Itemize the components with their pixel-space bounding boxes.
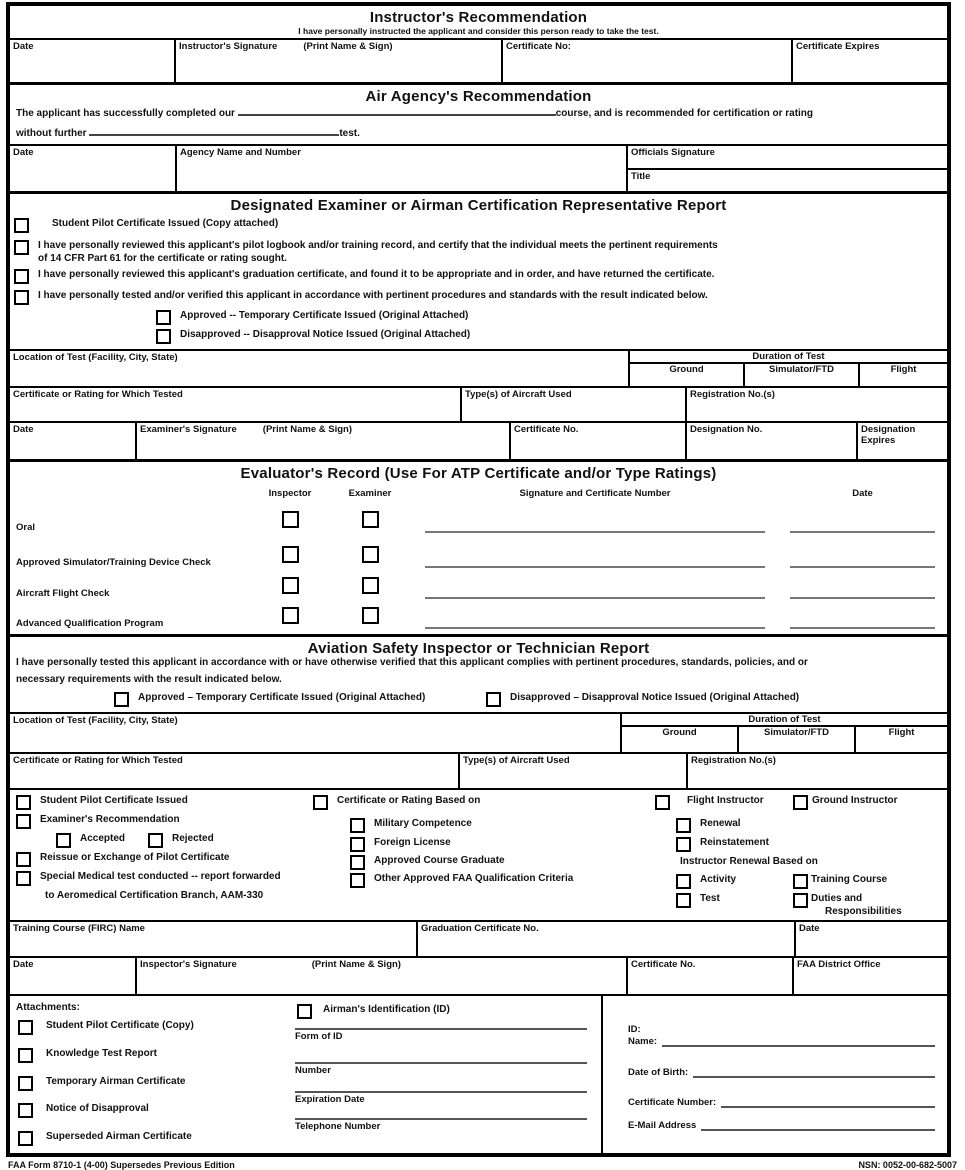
examiner-logbook-reviewed-checkbox[interactable] xyxy=(14,240,29,255)
section-air-agency-recommendation xyxy=(10,85,947,194)
instructor-signature-field[interactable]: Instructor's Signature (Print Name & Sign) xyxy=(174,40,501,82)
aqp-examiner-checkbox[interactable] xyxy=(362,607,379,624)
examiner-designation-no-field[interactable]: Designation No. xyxy=(685,423,856,459)
air-agency-course-fill-in[interactable] xyxy=(238,106,556,116)
attachment-student-pilot-copy-checkbox[interactable] xyxy=(18,1020,33,1035)
examiner-signature-field[interactable]: Examiner's Signature (Print Name & Sign) xyxy=(135,423,509,459)
examiner-cert-rating-tested-field[interactable]: Certificate or Rating for Which Tested xyxy=(13,389,183,400)
inspector-duration-simulator-field[interactable]: Simulator/FTD xyxy=(737,727,854,752)
id-number-field[interactable]: Number xyxy=(295,1062,587,1076)
inspector-cert-rating-tested-field[interactable]: Certificate or Rating for Which Tested xyxy=(13,755,183,766)
duration-of-test-header: Duration of Test xyxy=(622,714,947,727)
examiner-student-pilot-issued-checkbox[interactable] xyxy=(14,218,29,233)
air-agency-section-title: Air Agency's Recommendation xyxy=(365,88,592,105)
inspector-intro-line2: necessary requirements with the result indicated below. xyxy=(16,674,282,685)
inspector-intro-line1: I have personally tested this applicant in accordance with or have otherwise verified that this applicant complies with pertinent procedures, standards, policies, and or xyxy=(16,657,808,668)
oral-examiner-checkbox[interactable] xyxy=(362,511,379,528)
nsn-text: NSN: 0052-00-682-5007 xyxy=(858,1160,957,1170)
print-name-sign-hint: (Print Name & Sign) xyxy=(303,41,393,52)
agency-name-number-field[interactable]: Agency Name and Number xyxy=(175,146,626,191)
inspector-approved-checkbox[interactable] xyxy=(114,692,129,707)
graduation-certificate-no-field[interactable]: Graduation Certificate No. xyxy=(416,922,794,956)
oral-date-line[interactable] xyxy=(790,527,935,533)
other-faa-criteria-checkbox[interactable] xyxy=(350,873,365,888)
student-pilot-certificate-issued-checkbox[interactable] xyxy=(16,795,31,810)
test-checkbox[interactable] xyxy=(676,893,691,908)
inspector-aircraft-used-field[interactable]: Type(s) of Aircraft Used xyxy=(458,754,686,788)
air-agency-line1: The applicant has successfully completed our course, and is recommended for certification or rating xyxy=(16,108,814,119)
air-agency-line2: without further test. xyxy=(16,128,360,139)
inspector-duration-flight-field[interactable]: Flight xyxy=(854,727,947,752)
flight-instructor-checkbox[interactable] xyxy=(655,795,670,810)
airmans-identification-checkbox[interactable] xyxy=(297,1004,312,1019)
instructor-section-title: Instructor's Recommendation xyxy=(369,9,588,26)
inspector-checkbox-grid: Student Pilot Certificate Issued Examiner's Recommendation Accepted Rejected Reissue or Exchange of Pilot Certificate Special Medical test conducted -- report forwarded to Aeromedical Certification Branch, AAM-330 Certificate or Rating Based on Military Competence Foreign License Approved Course Graduate Other Approved FAA Qualification Criteria Flight Instructor Ground Instructor Renewal Reinstatement Instructor Renewal Based on Activity Training Course Test Duties and Responsibilities xyxy=(10,788,947,920)
attachment-superseded-airman-checkbox[interactable] xyxy=(18,1131,33,1146)
reissue-exchange-checkbox[interactable] xyxy=(16,852,31,867)
inspector-signature-field[interactable]: Inspector's Signature (Print Name & Sign) xyxy=(135,958,626,994)
telephone-number-field[interactable]: Telephone Number xyxy=(295,1118,587,1132)
id-dob-field[interactable]: Date of Birth: xyxy=(628,1066,935,1078)
aqp-signature-line[interactable] xyxy=(425,623,765,629)
examiner-designation-expires-field[interactable]: Designation Expires xyxy=(856,423,947,459)
ground-instructor-checkbox[interactable] xyxy=(793,795,808,810)
aqp-inspector-checkbox[interactable] xyxy=(282,607,299,624)
instructor-certificate-expires-field[interactable]: Certificate Expires xyxy=(791,40,947,82)
inspector-registration-no-field[interactable]: Registration No.(s) xyxy=(686,754,947,788)
examiner-section-title: Designated Examiner or Airman Certification Representative Report xyxy=(230,197,727,214)
form-footer xyxy=(8,1160,957,1170)
accepted-checkbox[interactable] xyxy=(56,833,71,848)
examiner-location-of-test-field[interactable]: Location of Test (Facility, City, State) xyxy=(13,352,178,363)
simulator-date-line[interactable] xyxy=(790,562,935,568)
section-instructor-recommendation xyxy=(10,6,947,85)
training-date-field[interactable]: Date xyxy=(794,922,947,956)
inspector-duration-ground-field[interactable]: Ground xyxy=(662,727,697,738)
examiner-personally-tested-checkbox[interactable] xyxy=(14,290,29,305)
id-email-field[interactable]: E-Mail Address xyxy=(628,1119,935,1131)
officials-signature-field[interactable]: Officials Signature xyxy=(628,146,947,170)
evaluator-col-inspector: Inspector xyxy=(268,488,312,499)
expiration-date-field[interactable]: Expiration Date xyxy=(295,1091,587,1105)
training-course-checkbox[interactable] xyxy=(793,874,808,889)
special-medical-continuation: to Aeromedical Certification Branch, AAM-330 xyxy=(45,890,264,901)
officials-title-field[interactable]: Title xyxy=(631,170,651,182)
airman-id-info-panel xyxy=(601,996,947,1153)
evaluator-col-signature: Signature and Certificate Number xyxy=(519,488,671,499)
inspector-location-of-test-field[interactable]: Location of Test (Facility, City, State) xyxy=(13,715,178,726)
duties-responsibilities-checkbox[interactable] xyxy=(793,893,808,908)
oral-inspector-checkbox[interactable] xyxy=(282,511,299,528)
reinstatement-checkbox[interactable] xyxy=(676,837,691,852)
activity-checkbox[interactable] xyxy=(676,874,691,889)
simulator-signature-line[interactable] xyxy=(425,562,765,568)
evaluator-col-examiner: Examiner xyxy=(348,488,392,499)
examiner-duration-simulator-field[interactable]: Simulator/FTD xyxy=(743,364,858,386)
print-name-sign-hint: (Print Name & Sign) xyxy=(262,424,352,435)
evaluator-row-simulator: Approved Simulator/Training Device Check xyxy=(10,546,947,568)
id-label: ID: xyxy=(628,1024,641,1035)
examiner-duration-flight-field[interactable]: Flight xyxy=(858,364,947,386)
examiner-duration-ground-field[interactable]: Ground xyxy=(669,364,704,375)
examiner-graduation-certificate-checkbox[interactable] xyxy=(14,269,29,284)
simulator-examiner-checkbox[interactable] xyxy=(362,546,379,563)
evaluator-section-title: Evaluator's Record (Use For ATP Certificate and/or Type Ratings) xyxy=(240,465,717,482)
flight-check-examiner-checkbox[interactable] xyxy=(362,577,379,594)
inspector-date-field[interactable]: Date xyxy=(13,959,34,970)
evaluator-row-oral: Oral xyxy=(10,511,947,533)
section-evaluators-record xyxy=(10,462,947,637)
faa-form-8710-1 xyxy=(6,2,951,1157)
aqp-date-line[interactable] xyxy=(790,623,935,629)
faa-district-office-field[interactable]: FAA District Office xyxy=(792,958,947,994)
approved-course-graduate-checkbox[interactable] xyxy=(350,855,365,870)
attachment-temporary-airman-checkbox[interactable] xyxy=(18,1076,33,1091)
form-number-text: FAA Form 8710-1 (4-00) Supersedes Previous Edition xyxy=(8,1160,235,1170)
flight-check-date-line[interactable] xyxy=(790,593,935,599)
renewal-checkbox[interactable] xyxy=(676,818,691,833)
agency-date-field[interactable]: Date xyxy=(13,147,34,158)
rejected-checkbox[interactable] xyxy=(148,833,163,848)
military-competence-checkbox[interactable] xyxy=(350,818,365,833)
flight-check-signature-line[interactable] xyxy=(425,593,765,599)
id-certificate-number-field[interactable]: Certificate Number: xyxy=(628,1096,935,1108)
inspector-disapproved-checkbox[interactable] xyxy=(486,692,501,707)
instructor-date-field[interactable]: Date xyxy=(13,41,34,52)
air-agency-test-fill-in[interactable] xyxy=(89,126,339,136)
print-name-sign-hint: (Print Name & Sign) xyxy=(311,959,401,970)
section-inspector-report: Aviation Safety Inspector or Technician Report I have personally tested this applicant in accordance with or have otherwise verified that this applicant complies with pertinent procedures, standards, policies, and or necessary requirements with the result indicated below. Approved – Temporary Certificate Issued (Original Attached) Disapproved – Disapproval Notice Issued (Original Attached) Location of Test (Facility, City, State) Duration of Test Ground Simulator/FTD Flight Certificate or Rating for Which Tested Type(s) of Aircraft Used Registration No.(s) Student Pilot Certificate Issued Examiner's Recommendation Accepted Rejected Reissue or Exchange of Pilot Certificate Special Medical test conducted -- report forwarded to Aeromedical Certification Branch, AAM-330 Certificate or Rating Based on Military Competence Foreign License Approved Course Graduate Other Approved FAA Qualification Criteria Flight Instructor Ground Instructor Renewal Reinstatement Instructor Renewal Based on Activity Training Course Test Duties and Responsibilities Training Course (FIRC) Name Graduation Certificate No. Date Date Inspector's Signature (Print Name & Sign) Certificate No. FAA District Office Attachments: Student Pilot Certificate (Copy) Knowledge Test Report Temporary Airman Certificate Notice of Disapproval Superseded Airman Certificate Airman's Identification (ID) Form of ID Number Expiration Date Telephone Number ID: Name: Date of Birth: Certificate Number: E-Mail Address xyxy=(10,637,947,1153)
attachments-title: Attachments: xyxy=(16,1002,80,1013)
examiner-aircraft-used-field[interactable]: Type(s) of Aircraft Used xyxy=(460,388,685,421)
inspector-section-title: Aviation Safety Inspector or Technician Report xyxy=(307,640,650,657)
special-medical-checkbox[interactable] xyxy=(16,871,31,886)
id-name-field[interactable]: Name: xyxy=(628,1035,935,1047)
instructor-renewal-based-on-label: Instructor Renewal Based on xyxy=(680,856,818,867)
inspector-certificate-no-field[interactable]: Certificate No. xyxy=(626,958,792,994)
simulator-inspector-checkbox[interactable] xyxy=(282,546,299,563)
examiner-disapproved-checkbox[interactable] xyxy=(156,329,171,344)
evaluator-row-aqp: Advanced Qualification Program xyxy=(10,607,947,629)
section-examiner-report: Designated Examiner or Airman Certification Representative Report Student Pilot Certificate Issued (Copy attached) I have personally reviewed this applicant's pilot logbook and/or training record, and certify that the individual meets the pertinent requirements of 14 CFR Part 61 for the certificate or rating sought. I have personally reviewed this applicant's graduation certificate, and found it to be appropriate and in order, and have returned the certificate. I have personally tested and/or verified this applicant in accordance with pertinent procedures and standards with the result indicated below. Approved -- Temporary Certificate Issued (Original Attached) Disapproved -- Disapproval Notice Issued (Original Attached) Location of Test (Facility, City, State) Duration of Test Ground Simulator/FTD Flight Certificate or Rating for Which Tested Type(s) of Aircraft Used Registration No.(s) Date Examiner's Signature (Print Name & Sign) Certificate No. Designation No. Designation Expires xyxy=(10,194,947,462)
evaluator-col-date: Date xyxy=(852,488,873,499)
attachments-block: Attachments: Student Pilot Certificate (Copy) Knowledge Test Report Temporary Airman Certificate Notice of Disapproval Superseded Airman Certificate Airman's Identification (ID) Form of ID Number Expiration Date Telephone Number ID: Name: Date of Birth: Certificate Number: E-Mail Address xyxy=(10,994,947,1153)
examiner-certificate-no-field[interactable]: Certificate No. xyxy=(509,423,685,459)
examiner-registration-no-field[interactable]: Registration No.(s) xyxy=(685,388,947,421)
duration-of-test-header: Duration of Test xyxy=(630,351,947,364)
attachment-knowledge-test-checkbox[interactable] xyxy=(18,1048,33,1063)
examiner-approved-checkbox[interactable] xyxy=(156,310,171,325)
training-course-firc-field[interactable]: Training Course (FIRC) Name xyxy=(13,923,145,934)
instructor-section-subtitle: I have personally instructed the applicant and consider this person ready to take the test. xyxy=(298,26,659,36)
certificate-rating-based-on-checkbox[interactable] xyxy=(313,795,328,810)
foreign-license-checkbox[interactable] xyxy=(350,837,365,852)
evaluator-row-flight-check: Aircraft Flight Check xyxy=(10,577,947,599)
examiner-date-field[interactable]: Date xyxy=(13,424,34,435)
flight-check-inspector-checkbox[interactable] xyxy=(282,577,299,594)
instructor-certificate-no-field[interactable]: Certificate No: xyxy=(501,40,791,82)
attachment-notice-of-disapproval-checkbox[interactable] xyxy=(18,1103,33,1118)
form-of-id-field[interactable]: Form of ID xyxy=(295,1028,587,1042)
examiners-recommendation-checkbox[interactable] xyxy=(16,814,31,829)
oral-signature-line[interactable] xyxy=(425,527,765,533)
